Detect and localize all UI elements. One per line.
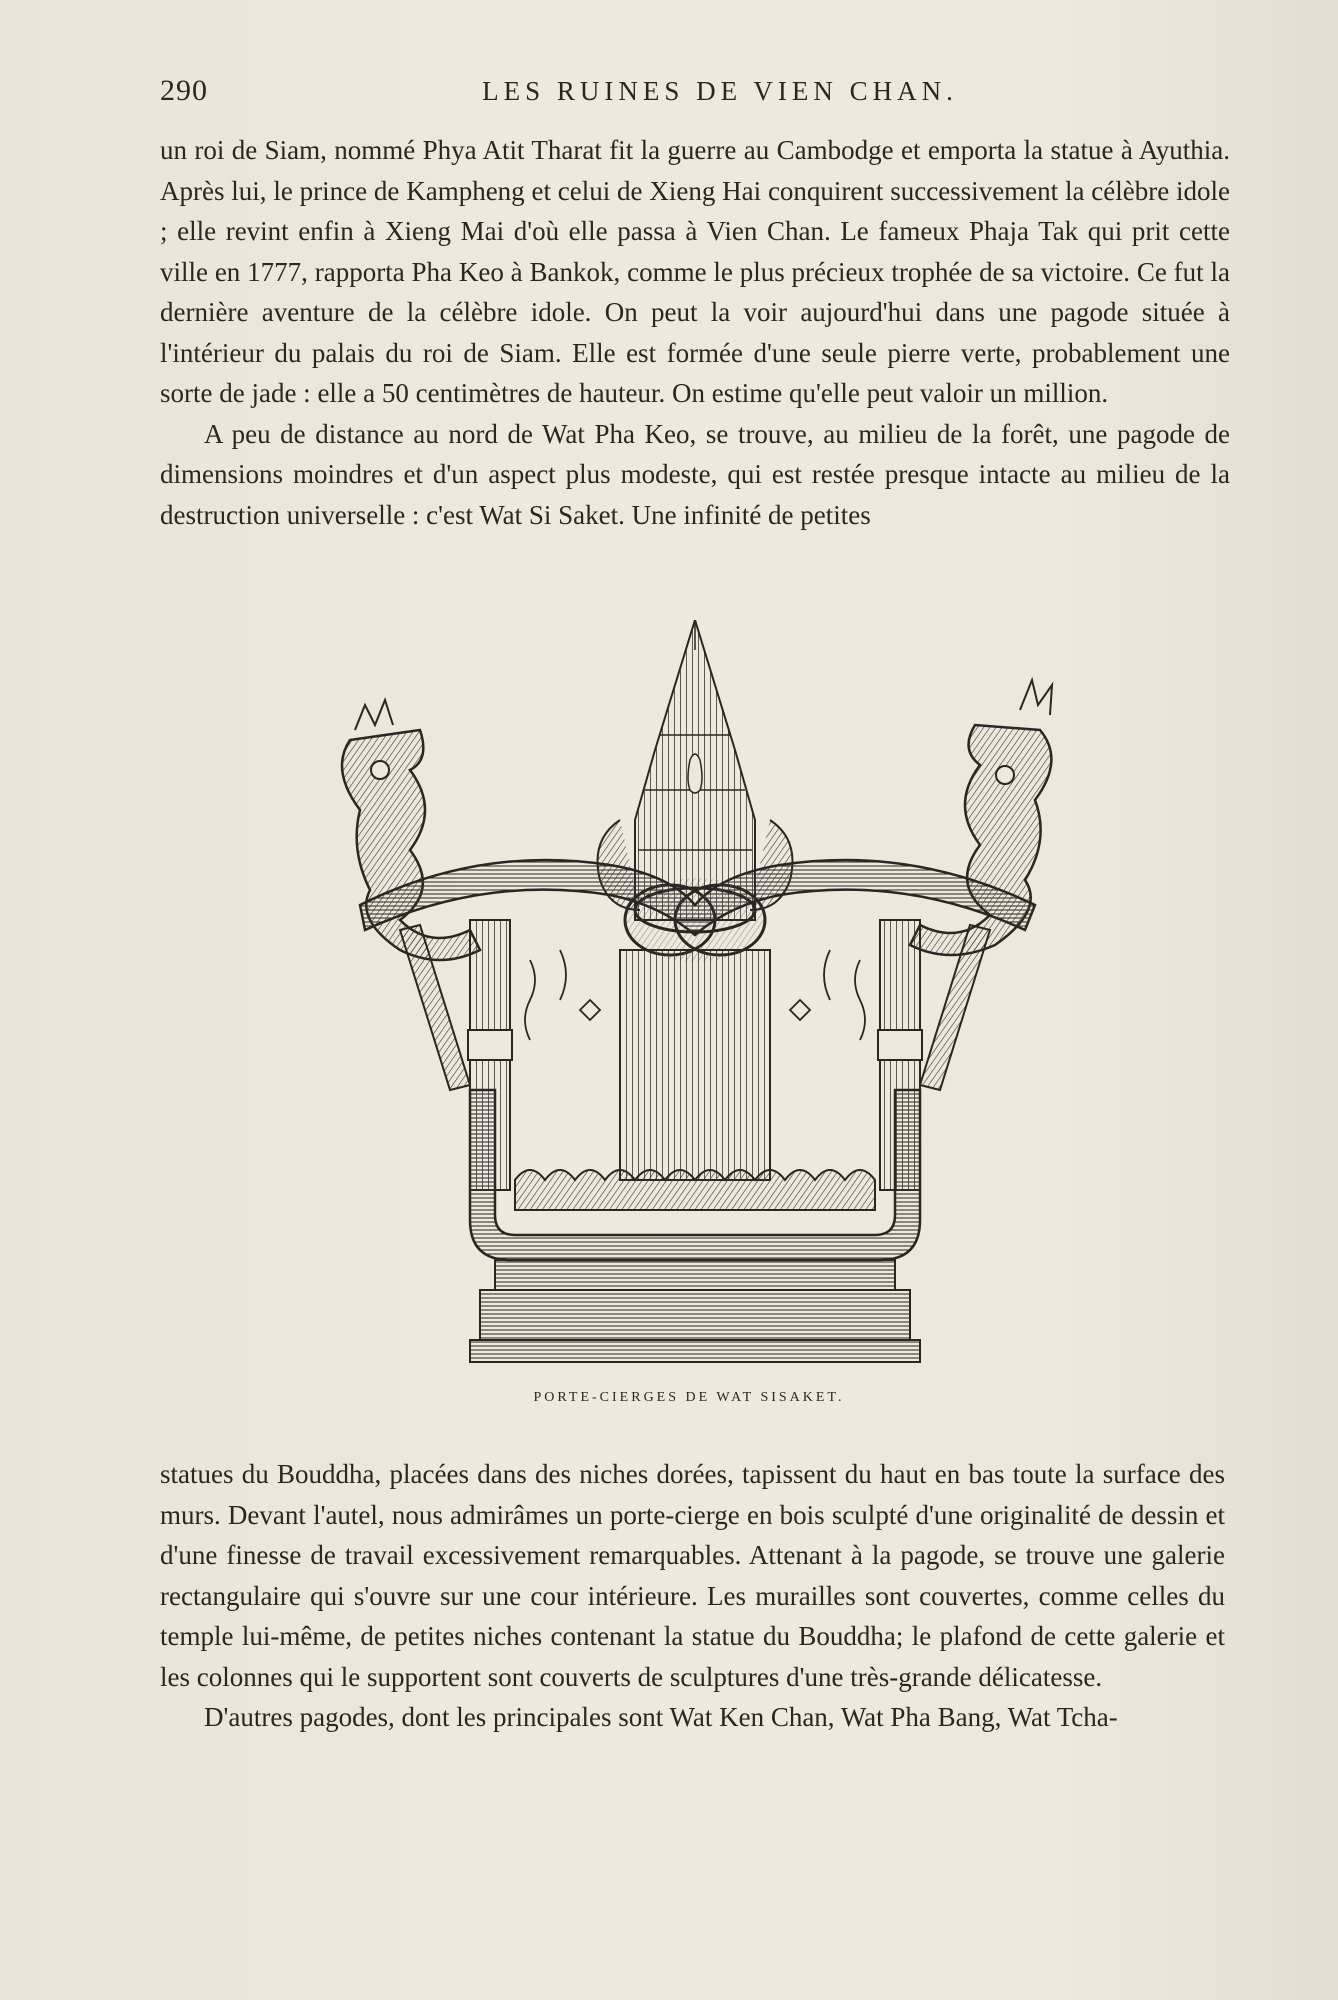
figure-caption: PORTE-CIERGES DE WAT SISAKET. [533,1390,845,1405]
paragraph: A peu de distance au nord de Wat Pha Keo, se trouve, au milieu de la forêt, une pagode de dimensions moindres et d'un aspect plus modeste, qui est restée presque intacte au milieu de la destruction universelle : c'est Wat Si Saket. Une infinité de petites [160,418,1230,530]
running-title: LES RUINES DE VIEN CHAN. [482,76,958,106]
paragraph: statues du Bouddha, placées dans des niches dorées, tapissent du haut en bas toute la surface des murs. Devant l'autel, nous admirâmes un porte-cierge en bois sculpté d'une originalité de dessin et d'une finesse de travail excessivement remarquables. Attenant à la pagode, se trouve une galerie rectangulaire qui s'ouvre sur une cour intérieure. Les murailles sont couvertes, comme celles du temple lui-même, de petites niches contenant la statue du Bouddha; le plafond de cette galerie et les colonnes qui le supportent sont couverts de sculptures d'une très-grande délicatesse. [160,1459,1225,1692]
page-number: 290 [160,74,208,107]
body-text-bottom [160,1454,1225,1738]
page-header [160,74,1240,114]
candle-holder-engraving [320,620,1080,1380]
paragraph: D'autres pagodes, dont les principales sont Wat Ken Chan, Wat Pha Bang, Wat Tcha- [204,1702,1118,1732]
paragraph: un roi de Siam, nommé Phya Atit Tharat fit la guerre au Cambodge et emporta la statue à Ayuthia. Après lui, le prince de Kampheng et celui de Xieng Hai conquirent successivement la célèbre idole ; elle revint enfin à Xieng Mai d'où elle passa à Vien Chan. Le fameux Phaja Tak qui prit cette ville en 1777, rapporta Pha Keo à Bankok, comme le plus précieux trophée de sa victoire. Ce fut la dernière aventure de la célèbre idole. On peut la voir aujourd'hui dans une pagode située à l'intérieur du palais du roi de Siam. Elle est formée d'une seule pierre verte, probablement une sorte de jade : elle a 50 centimètres de hauteur. On estime qu'elle peut valoir un million. [160,135,1230,408]
body-text-top [160,130,1230,535]
engraving-illustration [320,620,1080,1380]
